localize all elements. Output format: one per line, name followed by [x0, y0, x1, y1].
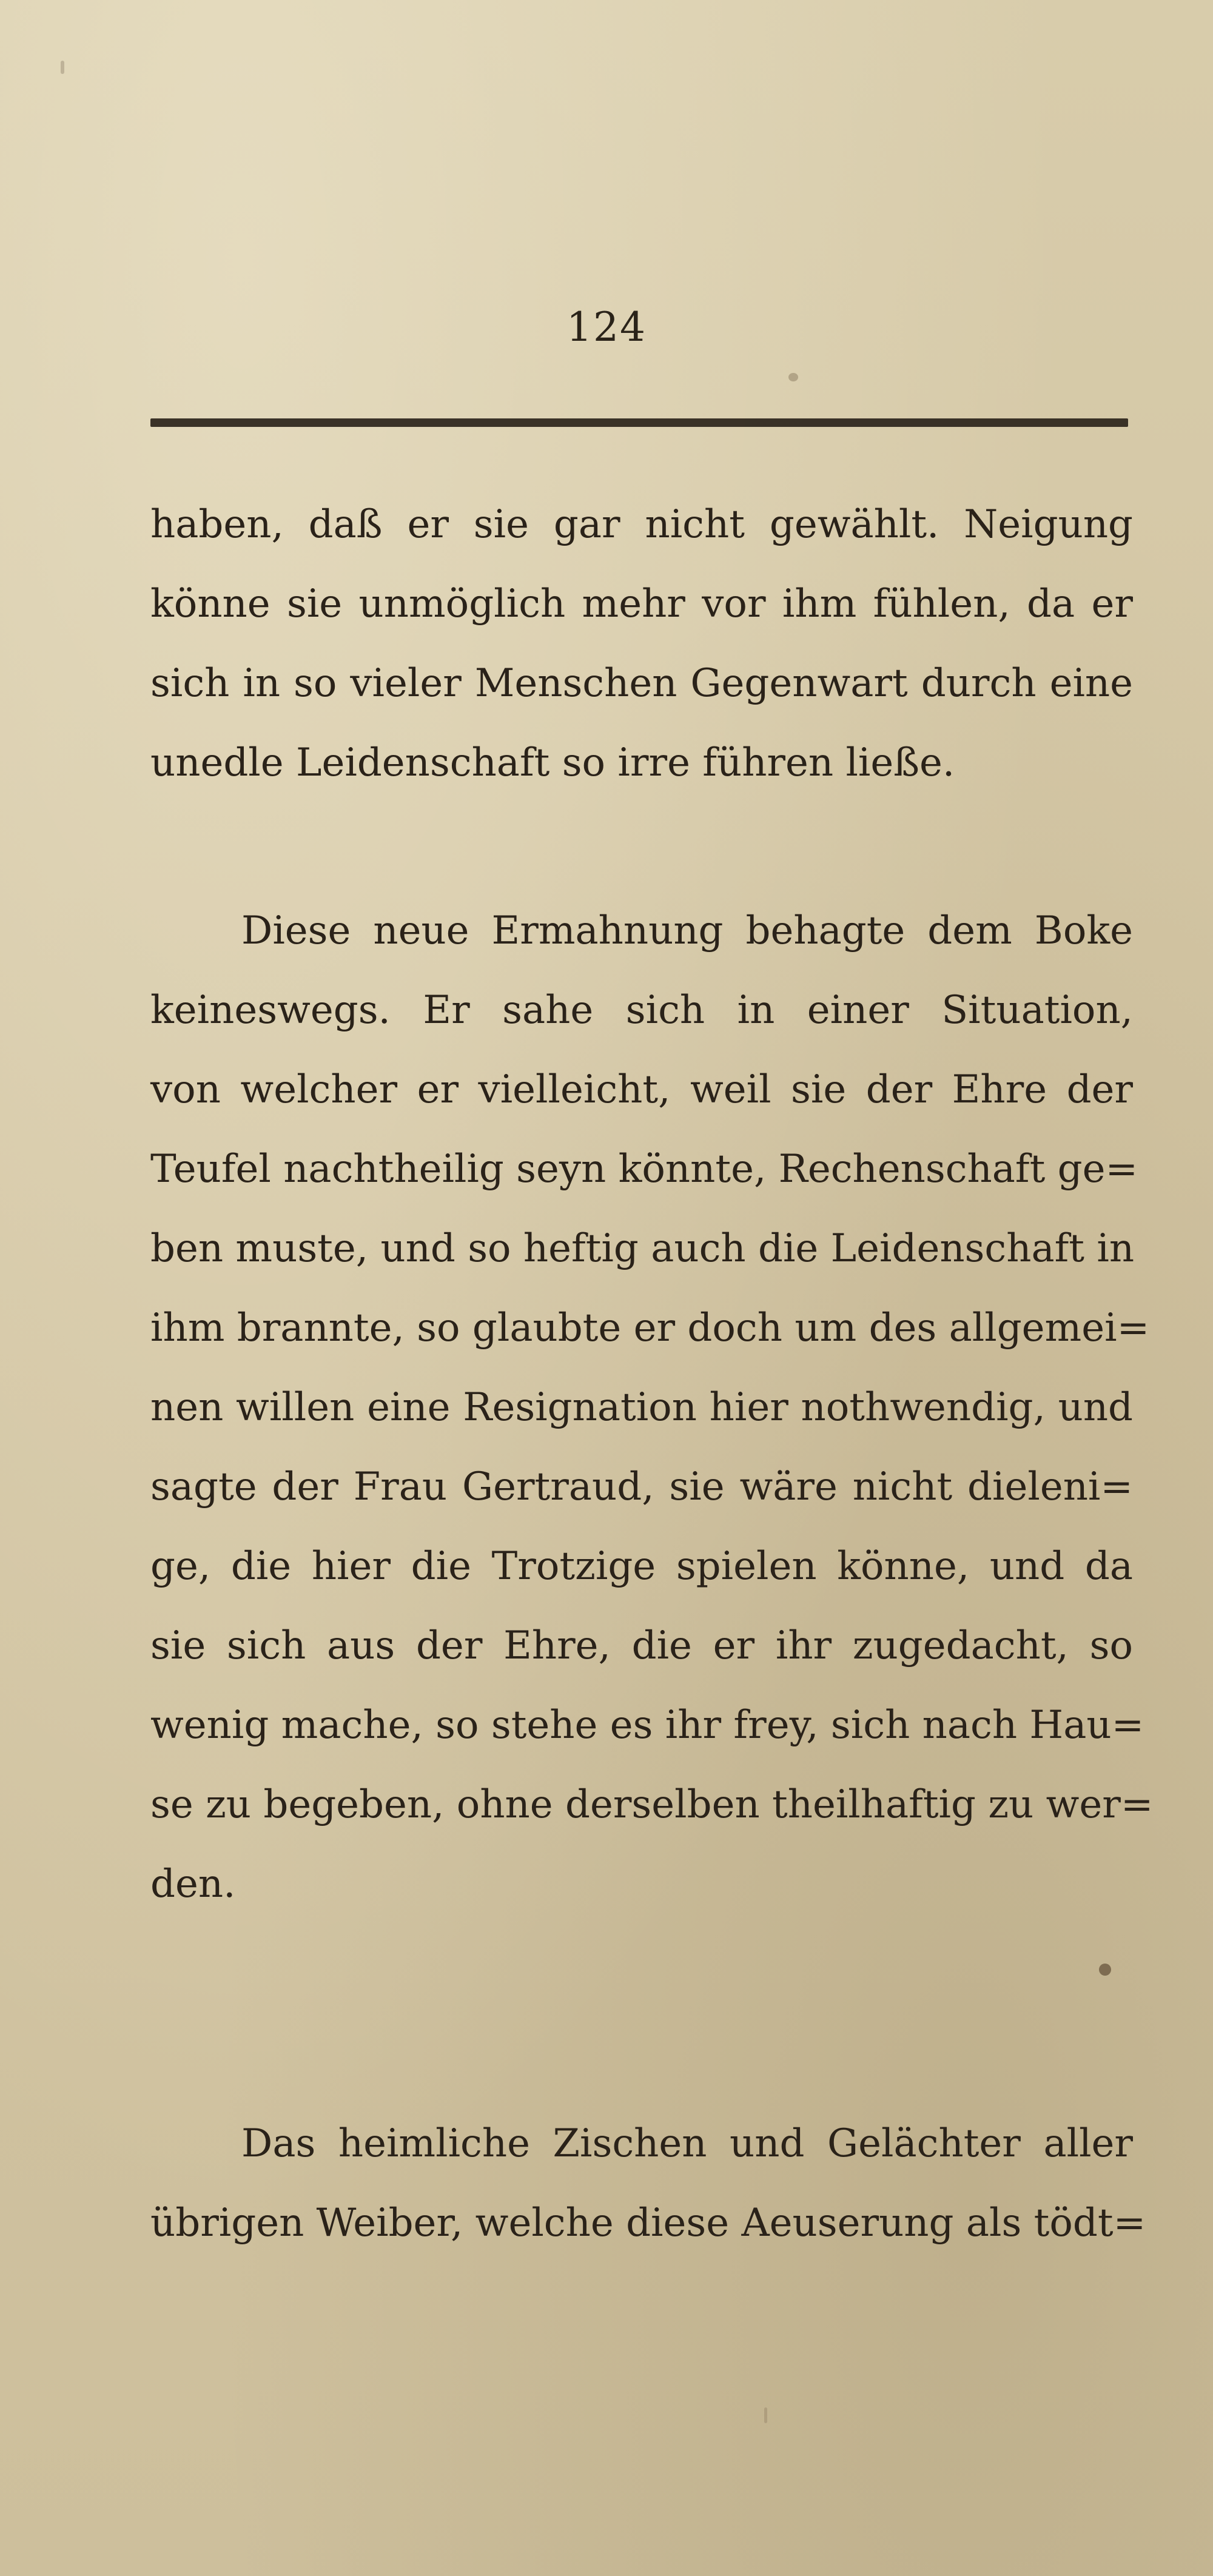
text-line: keineswegs. Er sahe sich in einer Situation,: [150, 988, 1133, 1033]
paper-speck: [764, 2407, 767, 2423]
header-rule: [150, 418, 1128, 427]
paper-speck: [1099, 1964, 1111, 1976]
text-line: unedle Leidenschaft so irre führen ließe.: [150, 740, 955, 785]
text-line: sie sich aus der Ehre, die er ihr zugedacht, so: [150, 1623, 1133, 1668]
paragraph-3: [150, 2104, 1146, 2263]
paragraph-2: [150, 891, 1154, 1924]
text-line: Teufel nachtheilig seyn könnte, Rechenschaft ge=: [150, 1147, 1138, 1192]
text-line: könne sie unmöglich mehr vor ihm fühlen, da er: [150, 582, 1133, 626]
text-line: wenig mache, so stehe es ihr frey, sich nach Hau=: [150, 1703, 1144, 1748]
text-line: Diese neue Ermahnung behagte dem Boke: [241, 908, 1133, 953]
text-line: von welcher er vielleicht, weil sie der Ehre der: [150, 1067, 1133, 1112]
text-line: den.: [150, 1862, 236, 1907]
text-line: sich in so vieler Menschen Gegenwart durch eine: [150, 661, 1133, 706]
text-line: Das heimliche Zischen und Gelächter aller: [241, 2121, 1133, 2166]
text-line: übrigen Weiber, welche diese Aeuserung als tödt=: [150, 2201, 1146, 2246]
text-line: ge, die hier die Trotzige spielen könne, und da: [150, 1544, 1133, 1589]
text-line: se zu begeben, ohne derselben theilhaftig zu wer=: [150, 1782, 1154, 1827]
paper-speck: [788, 373, 798, 381]
page-number: 124: [566, 304, 647, 351]
text-line: haben, daß er sie gar nicht gewählt. Neigung: [150, 502, 1133, 547]
text-line: ihm brannte, so glaubte er doch um des allgemei=: [150, 1306, 1150, 1350]
paper-speck: [61, 61, 64, 74]
paragraph-1: [150, 485, 1133, 803]
text-line: ben muste, und so heftig auch die Leidenschaft in: [150, 1226, 1135, 1271]
text-line: sagte der Frau Gertraud, sie wäre nicht dieleni=: [150, 1464, 1133, 1509]
text-line: nen willen eine Resignation hier nothwendig, und: [150, 1385, 1133, 1430]
